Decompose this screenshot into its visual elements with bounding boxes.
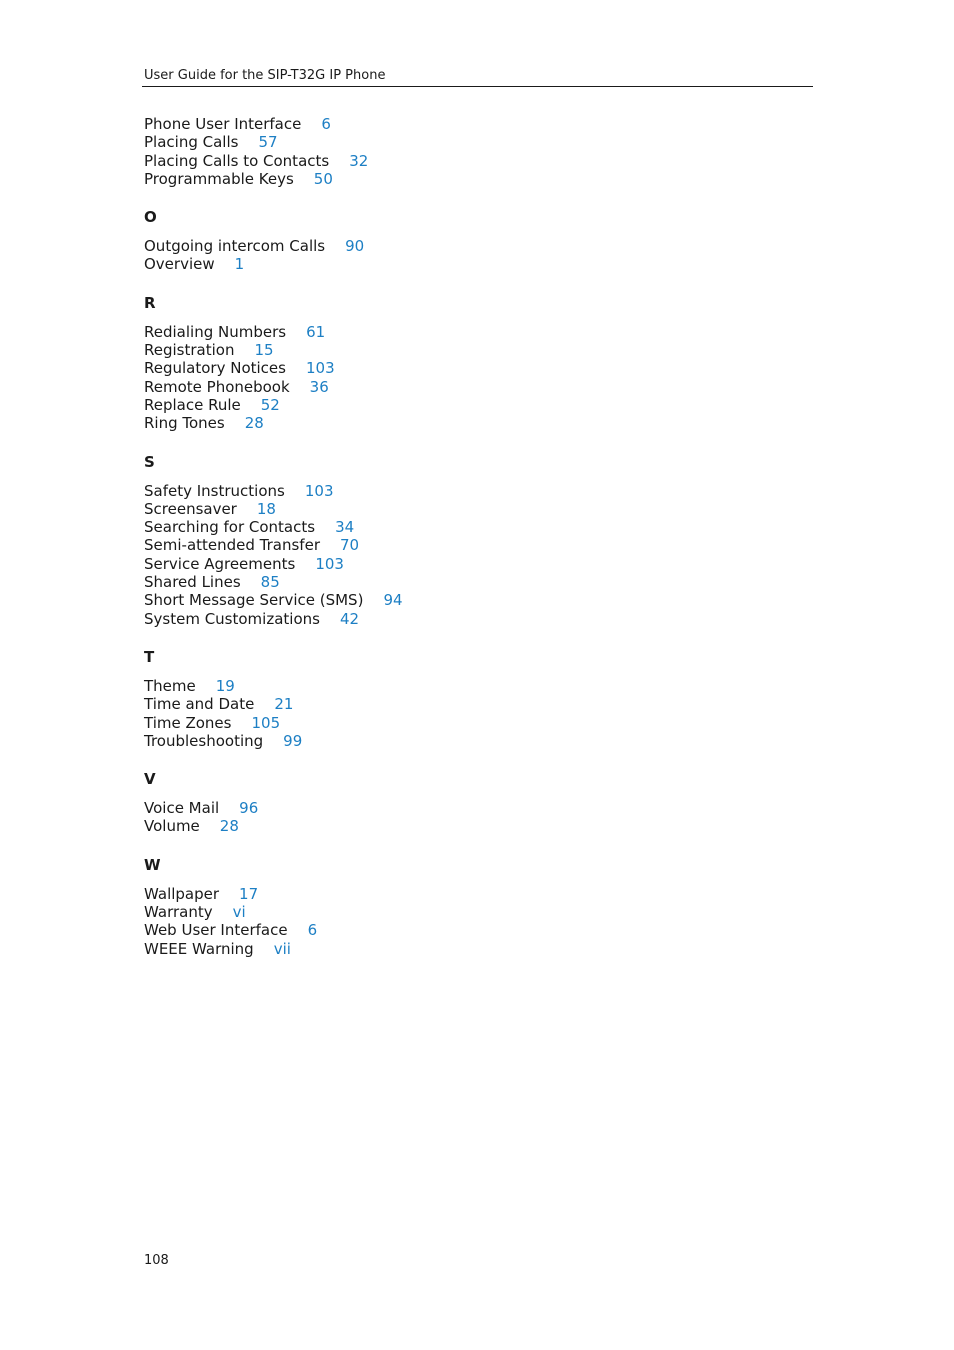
index-term: Time and Date bbox=[144, 695, 255, 714]
index-term: Shared Lines bbox=[144, 573, 241, 592]
index-entry bbox=[144, 573, 403, 591]
index-entry bbox=[144, 732, 403, 750]
page-link[interactable]: 6 bbox=[307, 921, 318, 940]
index-entry bbox=[144, 799, 403, 817]
page-link[interactable]: 42 bbox=[339, 609, 360, 628]
index-term: Redialing Numbers bbox=[144, 322, 287, 341]
index-section bbox=[144, 207, 403, 274]
index-entry bbox=[144, 518, 403, 536]
index-term: Outgoing intercom Calls bbox=[144, 237, 326, 256]
page-link[interactable]: 19 bbox=[215, 676, 235, 695]
index-section bbox=[144, 769, 403, 836]
index-term: System Customizations bbox=[144, 609, 320, 628]
page-link[interactable]: 21 bbox=[274, 695, 294, 714]
page-link[interactable]: 52 bbox=[260, 395, 280, 414]
index-term: Searching for Contacts bbox=[144, 518, 316, 537]
page-link[interactable]: 61 bbox=[306, 322, 326, 341]
section-letter: S bbox=[144, 452, 155, 471]
page-link[interactable]: 103 bbox=[315, 554, 344, 573]
index-section bbox=[144, 452, 403, 628]
page-link[interactable]: 18 bbox=[256, 499, 276, 518]
index-entry bbox=[144, 817, 403, 835]
page-link[interactable]: 32 bbox=[349, 151, 369, 170]
index-term: Semi-attended Transfer bbox=[144, 536, 320, 555]
index-term: Time Zones bbox=[144, 713, 232, 732]
page-link[interactable]: 6 bbox=[321, 115, 331, 133]
index-term: Registration bbox=[144, 341, 235, 360]
section-letter: T bbox=[144, 647, 155, 666]
page-link[interactable]: 28 bbox=[219, 817, 239, 836]
page-link[interactable]: 90 bbox=[345, 237, 365, 256]
page-link[interactable]: 103 bbox=[305, 359, 335, 378]
index-term: Theme bbox=[144, 676, 196, 695]
index-term: Warranty bbox=[144, 903, 213, 922]
index-entry bbox=[144, 133, 403, 151]
index-list bbox=[144, 115, 403, 977]
index-term: Ring Tones bbox=[144, 414, 225, 433]
index-entry bbox=[144, 885, 403, 903]
index-entry bbox=[144, 714, 403, 732]
index-entry bbox=[144, 152, 403, 170]
page-link[interactable]: 15 bbox=[254, 341, 274, 360]
page-link[interactable]: 85 bbox=[260, 573, 280, 592]
index-entry bbox=[144, 536, 403, 554]
page-link[interactable]: 70 bbox=[340, 536, 360, 555]
index-entry bbox=[144, 170, 403, 188]
page-number: 108 bbox=[144, 1253, 169, 1268]
page-link[interactable]: 57 bbox=[258, 133, 278, 152]
index-entry bbox=[144, 323, 403, 341]
page-link[interactable]: 17 bbox=[239, 884, 259, 903]
index-entry bbox=[144, 500, 403, 518]
index-term: Placing Calls to Contacts bbox=[144, 151, 330, 170]
index-entry bbox=[144, 940, 403, 958]
index-entry bbox=[144, 903, 403, 921]
page-link[interactable]: 105 bbox=[251, 713, 281, 732]
index-entry bbox=[144, 378, 403, 396]
index-entry bbox=[144, 237, 403, 255]
index-entry bbox=[144, 115, 403, 133]
page-link[interactable]: 1 bbox=[234, 255, 245, 274]
index-term: Volume bbox=[144, 817, 200, 836]
index-term: Remote Phonebook bbox=[144, 377, 290, 396]
index-entry bbox=[144, 555, 403, 573]
page-link[interactable]: 34 bbox=[335, 518, 355, 537]
index-section bbox=[144, 293, 403, 433]
section-letter: V bbox=[144, 770, 156, 789]
index-entry bbox=[144, 255, 403, 273]
index-entry bbox=[144, 482, 403, 500]
index-term: Service Agreements bbox=[144, 554, 296, 573]
page-link[interactable]: 28 bbox=[244, 414, 264, 433]
page-link[interactable]: 103 bbox=[304, 481, 334, 500]
index-term: Programmable Keys bbox=[144, 169, 294, 188]
index-section bbox=[144, 115, 403, 188]
index-entry bbox=[144, 610, 403, 628]
page-link[interactable]: vi bbox=[232, 903, 246, 922]
index-term: WEEE Warning bbox=[144, 939, 254, 958]
index-term: Phone User Interface bbox=[144, 115, 302, 133]
page-link[interactable]: 50 bbox=[313, 169, 333, 188]
page-link[interactable]: 94 bbox=[383, 591, 403, 610]
index-term: Troubleshooting bbox=[144, 731, 264, 750]
page-link[interactable]: 96 bbox=[239, 799, 259, 818]
section-letter: R bbox=[144, 293, 156, 312]
running-header: User Guide for the SIP-T32G IP Phone bbox=[144, 68, 386, 83]
index-entry bbox=[144, 677, 403, 695]
index-section bbox=[144, 855, 403, 958]
index-term: Safety Instructions bbox=[144, 481, 285, 500]
index-term: Screensaver bbox=[144, 499, 237, 518]
index-term: Voice Mail bbox=[144, 799, 220, 818]
index-term: Overview bbox=[144, 255, 215, 274]
index-entry bbox=[144, 591, 403, 609]
index-term: Regulatory Notices bbox=[144, 359, 286, 378]
page-link[interactable]: vii bbox=[273, 939, 291, 958]
section-letter: W bbox=[144, 855, 161, 874]
index-term: Web User Interface bbox=[144, 921, 288, 940]
header-rule bbox=[142, 86, 813, 87]
index-entry bbox=[144, 921, 403, 939]
index-entry bbox=[144, 341, 403, 359]
index-entry bbox=[144, 359, 403, 377]
page-link[interactable]: 99 bbox=[283, 731, 303, 750]
index-entry bbox=[144, 396, 403, 414]
index-entry bbox=[144, 695, 403, 713]
index-term: Placing Calls bbox=[144, 133, 239, 152]
section-letter: O bbox=[144, 208, 157, 227]
index-term: Wallpaper bbox=[144, 884, 220, 903]
index-term: Replace Rule bbox=[144, 395, 241, 414]
index-section bbox=[144, 647, 403, 750]
index-term: Short Message Service (SMS) bbox=[144, 591, 364, 610]
index-entry bbox=[144, 414, 403, 432]
page-link[interactable]: 36 bbox=[309, 377, 329, 396]
